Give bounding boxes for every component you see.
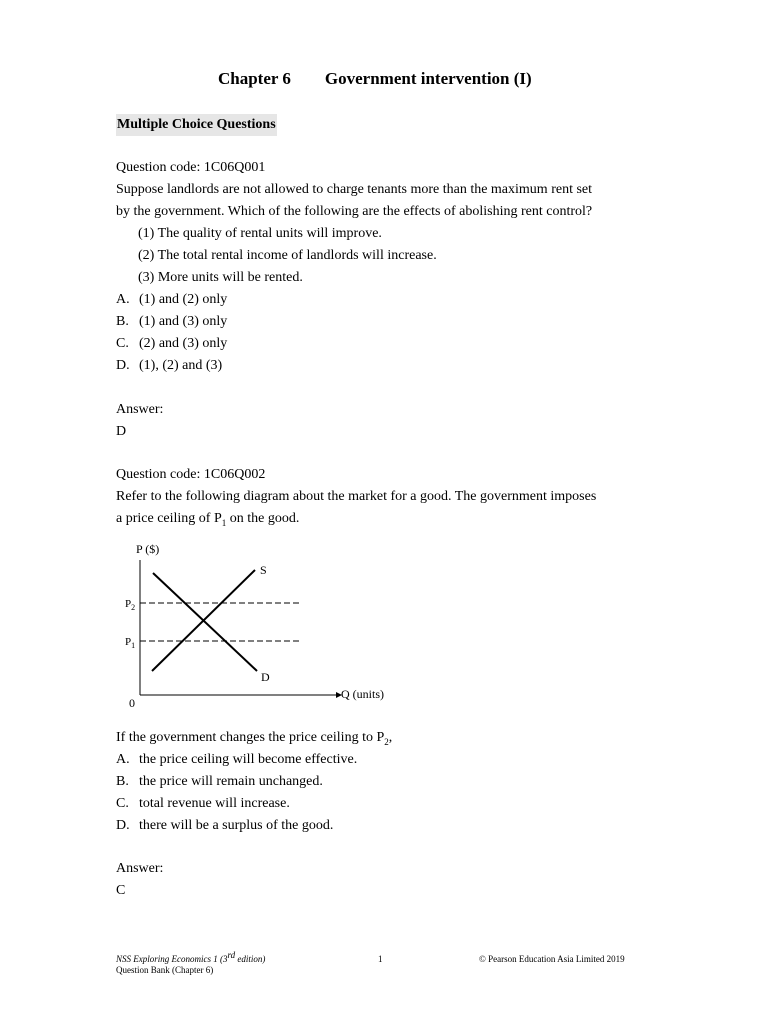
q1-answer: D <box>116 424 127 439</box>
supply-label: S <box>260 563 267 577</box>
option-text: total revenue will increase. <box>139 796 290 811</box>
option-text: (1), (2) and (3) <box>139 358 223 373</box>
supply-demand-diagram <box>100 535 420 715</box>
option-letter: D. <box>116 818 130 833</box>
footer-book-title <box>116 950 266 965</box>
q2-followup-subscript: 2 <box>384 736 389 747</box>
option-text: (2) and (3) only <box>139 336 228 351</box>
option-letter: C. <box>116 336 129 351</box>
q1-statement-3: (3) More units will be rented. <box>138 270 303 285</box>
option-text: the price will remain unchanged. <box>139 774 323 789</box>
chapter-title: Government intervention (I) <box>324 69 532 88</box>
q2-followup <box>116 727 392 749</box>
section-heading: Multiple Choice Questions <box>116 114 277 136</box>
q2-stem-line1: Refer to the following diagram about the market for a good. The government imposes <box>116 489 597 504</box>
footer-question-bank: Question Bank (Chapter 6) <box>116 965 214 975</box>
footer-book-text-end: edition) <box>235 954 266 964</box>
q2-answer: C <box>116 883 126 898</box>
footer-book-superscript: rd <box>227 950 236 960</box>
q1-statement-2: (2) The total rental income of landlords will increase. <box>138 248 437 263</box>
option-text: (1) and (3) only <box>139 314 228 329</box>
p2-label-main: P <box>125 598 132 610</box>
p1-label <box>125 636 135 650</box>
demand-label: D <box>261 670 270 684</box>
option-text: there will be a surplus of the good. <box>139 818 334 833</box>
q2-stem-text-end: on the good. <box>226 511 300 526</box>
q1-code: Question code: 1C06Q001 <box>116 160 266 175</box>
q1-statement-1: (1) The quality of rental units will improve. <box>138 226 382 241</box>
q1-stem-line1: Suppose landlords are not allowed to charge tenants more than the maximum rent set <box>116 182 593 197</box>
option-letter: B. <box>116 774 129 789</box>
q2-stem-subscript: 1 <box>221 517 227 528</box>
p2-label <box>125 598 135 612</box>
q2-stem-line2 <box>116 508 299 530</box>
q2-code: Question code: 1C06Q002 <box>116 467 266 482</box>
p1-label-sub: 1 <box>131 641 136 650</box>
origin-label: 0 <box>129 696 135 710</box>
option-letter: D. <box>116 358 130 373</box>
q1-answer-label: Answer: <box>116 402 164 417</box>
footer-book-text: NSS Exploring Economics 1 (3 <box>116 954 228 964</box>
p2-label-sub: 2 <box>131 603 136 612</box>
q2-stem-text: a price ceiling of P <box>116 511 222 526</box>
page-title <box>218 69 532 89</box>
option-text: (1) and (2) only <box>139 292 228 307</box>
x-axis-label: Q (units) <box>341 687 384 701</box>
q1-stem-line2: by the government. Which of the following are the effects of abolishing rent control? <box>116 204 593 219</box>
option-letter: B. <box>116 314 129 329</box>
option-letter: A. <box>116 752 130 767</box>
option-text: the price ceiling will become effective. <box>139 752 358 767</box>
page-number: 1 <box>378 954 383 964</box>
q2-followup-text: If the government changes the price ceiling to P <box>116 730 385 745</box>
y-axis-label: P ($) <box>136 542 160 556</box>
option-letter: A. <box>116 292 130 307</box>
q2-answer-label: Answer: <box>116 861 164 876</box>
option-letter: C. <box>116 796 129 811</box>
footer-copyright: © Pearson Education Asia Limited 2019 <box>479 954 625 964</box>
chapter-number: Chapter 6 <box>218 69 291 88</box>
q2-followup-end: , <box>388 730 393 745</box>
demand-curve <box>153 573 257 671</box>
p1-label-main: P <box>125 636 132 648</box>
